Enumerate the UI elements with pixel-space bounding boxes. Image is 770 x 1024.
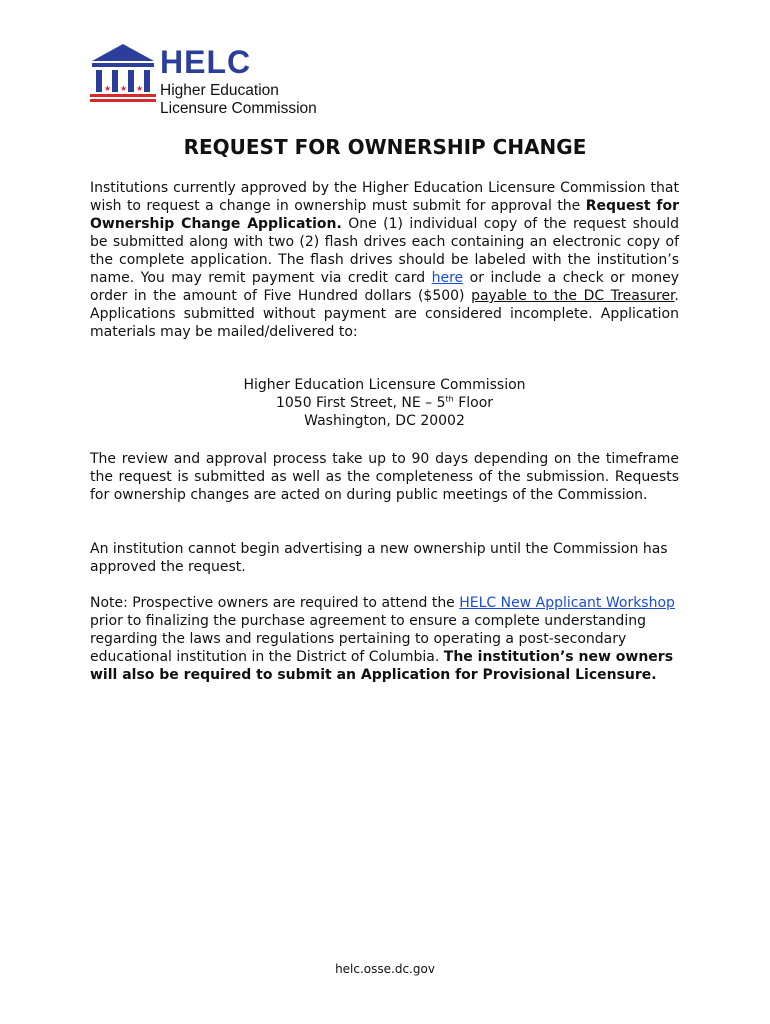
intro-text-2: One (1) individual copy of the request should be submitted along with two (2) flash drives each containing an electronic copy of the complete application. The flash drives should be labeled with the institution’s name. You may remit payment via credit card bbox=[90, 216, 679, 286]
page-title: REQUEST FOR OWNERSHIP CHANGE bbox=[183, 135, 587, 159]
intro-text-3: or include a check or money order in the amount of Five Hundred dollars ($500) bbox=[90, 270, 679, 304]
address-line2: 1050 First Street, NE – 5th Floor bbox=[275, 394, 494, 411]
advertising-paragraph: An institution cannot begin advertising a new ownership until the Commission has approved the request. bbox=[90, 541, 668, 575]
note-text-1: Note: Prospective owners are required to attend the bbox=[90, 595, 460, 611]
logo-line1: Higher Education bbox=[160, 82, 279, 99]
application-name: Request for Ownership Change Application. bbox=[90, 198, 679, 232]
note-bold-text: The institution’s new owners will also be required to submit an Application for Provisional Licensure. bbox=[90, 649, 674, 683]
note-paragraph bbox=[90, 594, 679, 684]
mailing-address bbox=[90, 376, 679, 430]
svg-text:★: ★ bbox=[104, 84, 112, 93]
review-paragraph: The review and approval process take up to 90 days depending on the timeframe the request is submitted as well as the completeness of the submission. Requests for ownership changes are acted on during public meetings of the Commission. bbox=[90, 451, 679, 503]
intro-text-4: . Applications submitted without payment are considered incomplete. Application materials may be mailed/delivered to: bbox=[90, 288, 679, 340]
building-icon bbox=[90, 44, 156, 102]
logo-line2: Licensure Commission bbox=[160, 100, 317, 117]
footer-url: helc.osse.dc.gov bbox=[335, 962, 435, 976]
address-line1: Higher Education Licensure Commission bbox=[243, 377, 526, 393]
workshop-link[interactable]: HELC New Applicant Workshop bbox=[459, 595, 675, 611]
payable-to-text: payable to the DC Treasurer bbox=[471, 288, 675, 304]
intro-text-1: Institutions currently approved by the Higher Education Licensure Commission that wish to request a change in ownership must submit for approval the bbox=[90, 180, 679, 214]
credit-card-link[interactable]: here bbox=[431, 270, 464, 286]
svg-text:★: ★ bbox=[120, 84, 128, 93]
address-line3: Washington, DC 20002 bbox=[304, 413, 465, 429]
logo-acronym: HELC bbox=[160, 44, 252, 80]
intro-paragraph bbox=[90, 179, 679, 341]
svg-text:★: ★ bbox=[136, 84, 144, 93]
note-text-2: prior to finalizing the purchase agreement to ensure a complete understanding regarding the laws and regulations pertaining to operating a post-secondary educational institution in the District of Columbia. bbox=[90, 613, 646, 665]
helc-logo bbox=[90, 42, 340, 122]
